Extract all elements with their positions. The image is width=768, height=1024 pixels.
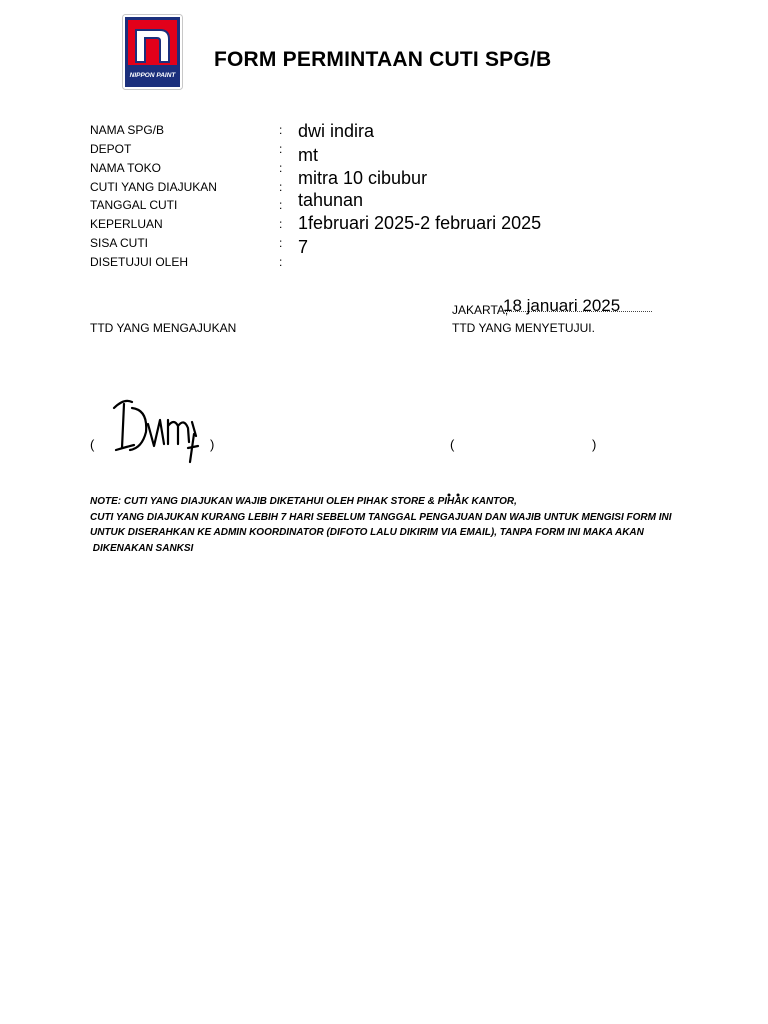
field-value-keperluan: 7 [298, 237, 309, 257]
field-value-nama: dwi indira [298, 121, 375, 141]
field-label-toko: NAMA TOKO [90, 161, 161, 175]
logo-text: NIPPON PAINT [129, 72, 176, 79]
field-label-nama: NAMA SPG/B [90, 123, 165, 137]
place-prefix: JAKARTA, [452, 303, 509, 317]
applicant-open-paren: ( [90, 437, 95, 452]
field-colon: : [279, 198, 283, 212]
applicant-close-paren: ) [210, 437, 215, 452]
field-colon: : [279, 236, 283, 250]
signing-date: 18 januari 2025 [503, 296, 621, 315]
field-value-tanggal: 1februari 2025-2 februari 2025 [298, 213, 542, 233]
note-line: DIKENAKAN SANKSI [90, 542, 194, 554]
field-colon: : [279, 142, 283, 156]
field-colon: : [279, 255, 283, 269]
field-label-sisa-cuti: SISA CUTI [90, 236, 149, 250]
field-value-cuti-diajukan: tahunan [298, 190, 364, 210]
field-label-keperluan: KEPERLUAN [90, 217, 163, 231]
field-colon: : [279, 123, 283, 137]
note-line: UNTUK DISERAHKAN KE ADMIN KOORDINATOR (DIFOTO LALU DIKIRIM VIA EMAIL), TANPA FORM INI MAKA AKAN [90, 527, 644, 538]
field-colon: : [279, 180, 283, 194]
field-label-cuti-diajukan: CUTI YANG DIAJUKAN [90, 180, 217, 194]
field-label-tanggal: TANGGAL CUTI [90, 198, 178, 212]
note-line: NOTE: CUTI YANG DIAJUKAN WAJIB DIKETAHUI OLEH PIHAK STORE & PIHAK KANTOR, [90, 496, 517, 507]
field-value-toko: mitra 10 cibubur [298, 168, 428, 188]
field-label-disetujui: DISETUJUI OLEH [90, 255, 189, 269]
field-colon: : [279, 161, 283, 175]
applicant-signature-label: TTD YANG MENGAJUKAN [90, 321, 237, 335]
handwritten-signature [110, 396, 205, 476]
note-line: CUTI YANG DIAJUKAN KURANG LEBIH 7 HARI SEBELUM TANGGAL PENGAJUAN DAN WAJIB UNTUK MENGISI FORM INI [90, 511, 672, 523]
field-colon: : [279, 217, 283, 231]
approver-close-paren: ) [592, 437, 597, 452]
approver-open-paren: ( [450, 437, 455, 452]
note-block [90, 494, 690, 556]
nippon-paint-logo [122, 14, 183, 90]
approver-signature-label: TTD YANG MENYETUJUI. [452, 321, 595, 335]
field-label-depot: DEPOT [90, 142, 132, 156]
field-value-depot: mt [298, 145, 318, 165]
form-title: FORM PERMINTAAN CUTI SPG/B [214, 48, 552, 71]
